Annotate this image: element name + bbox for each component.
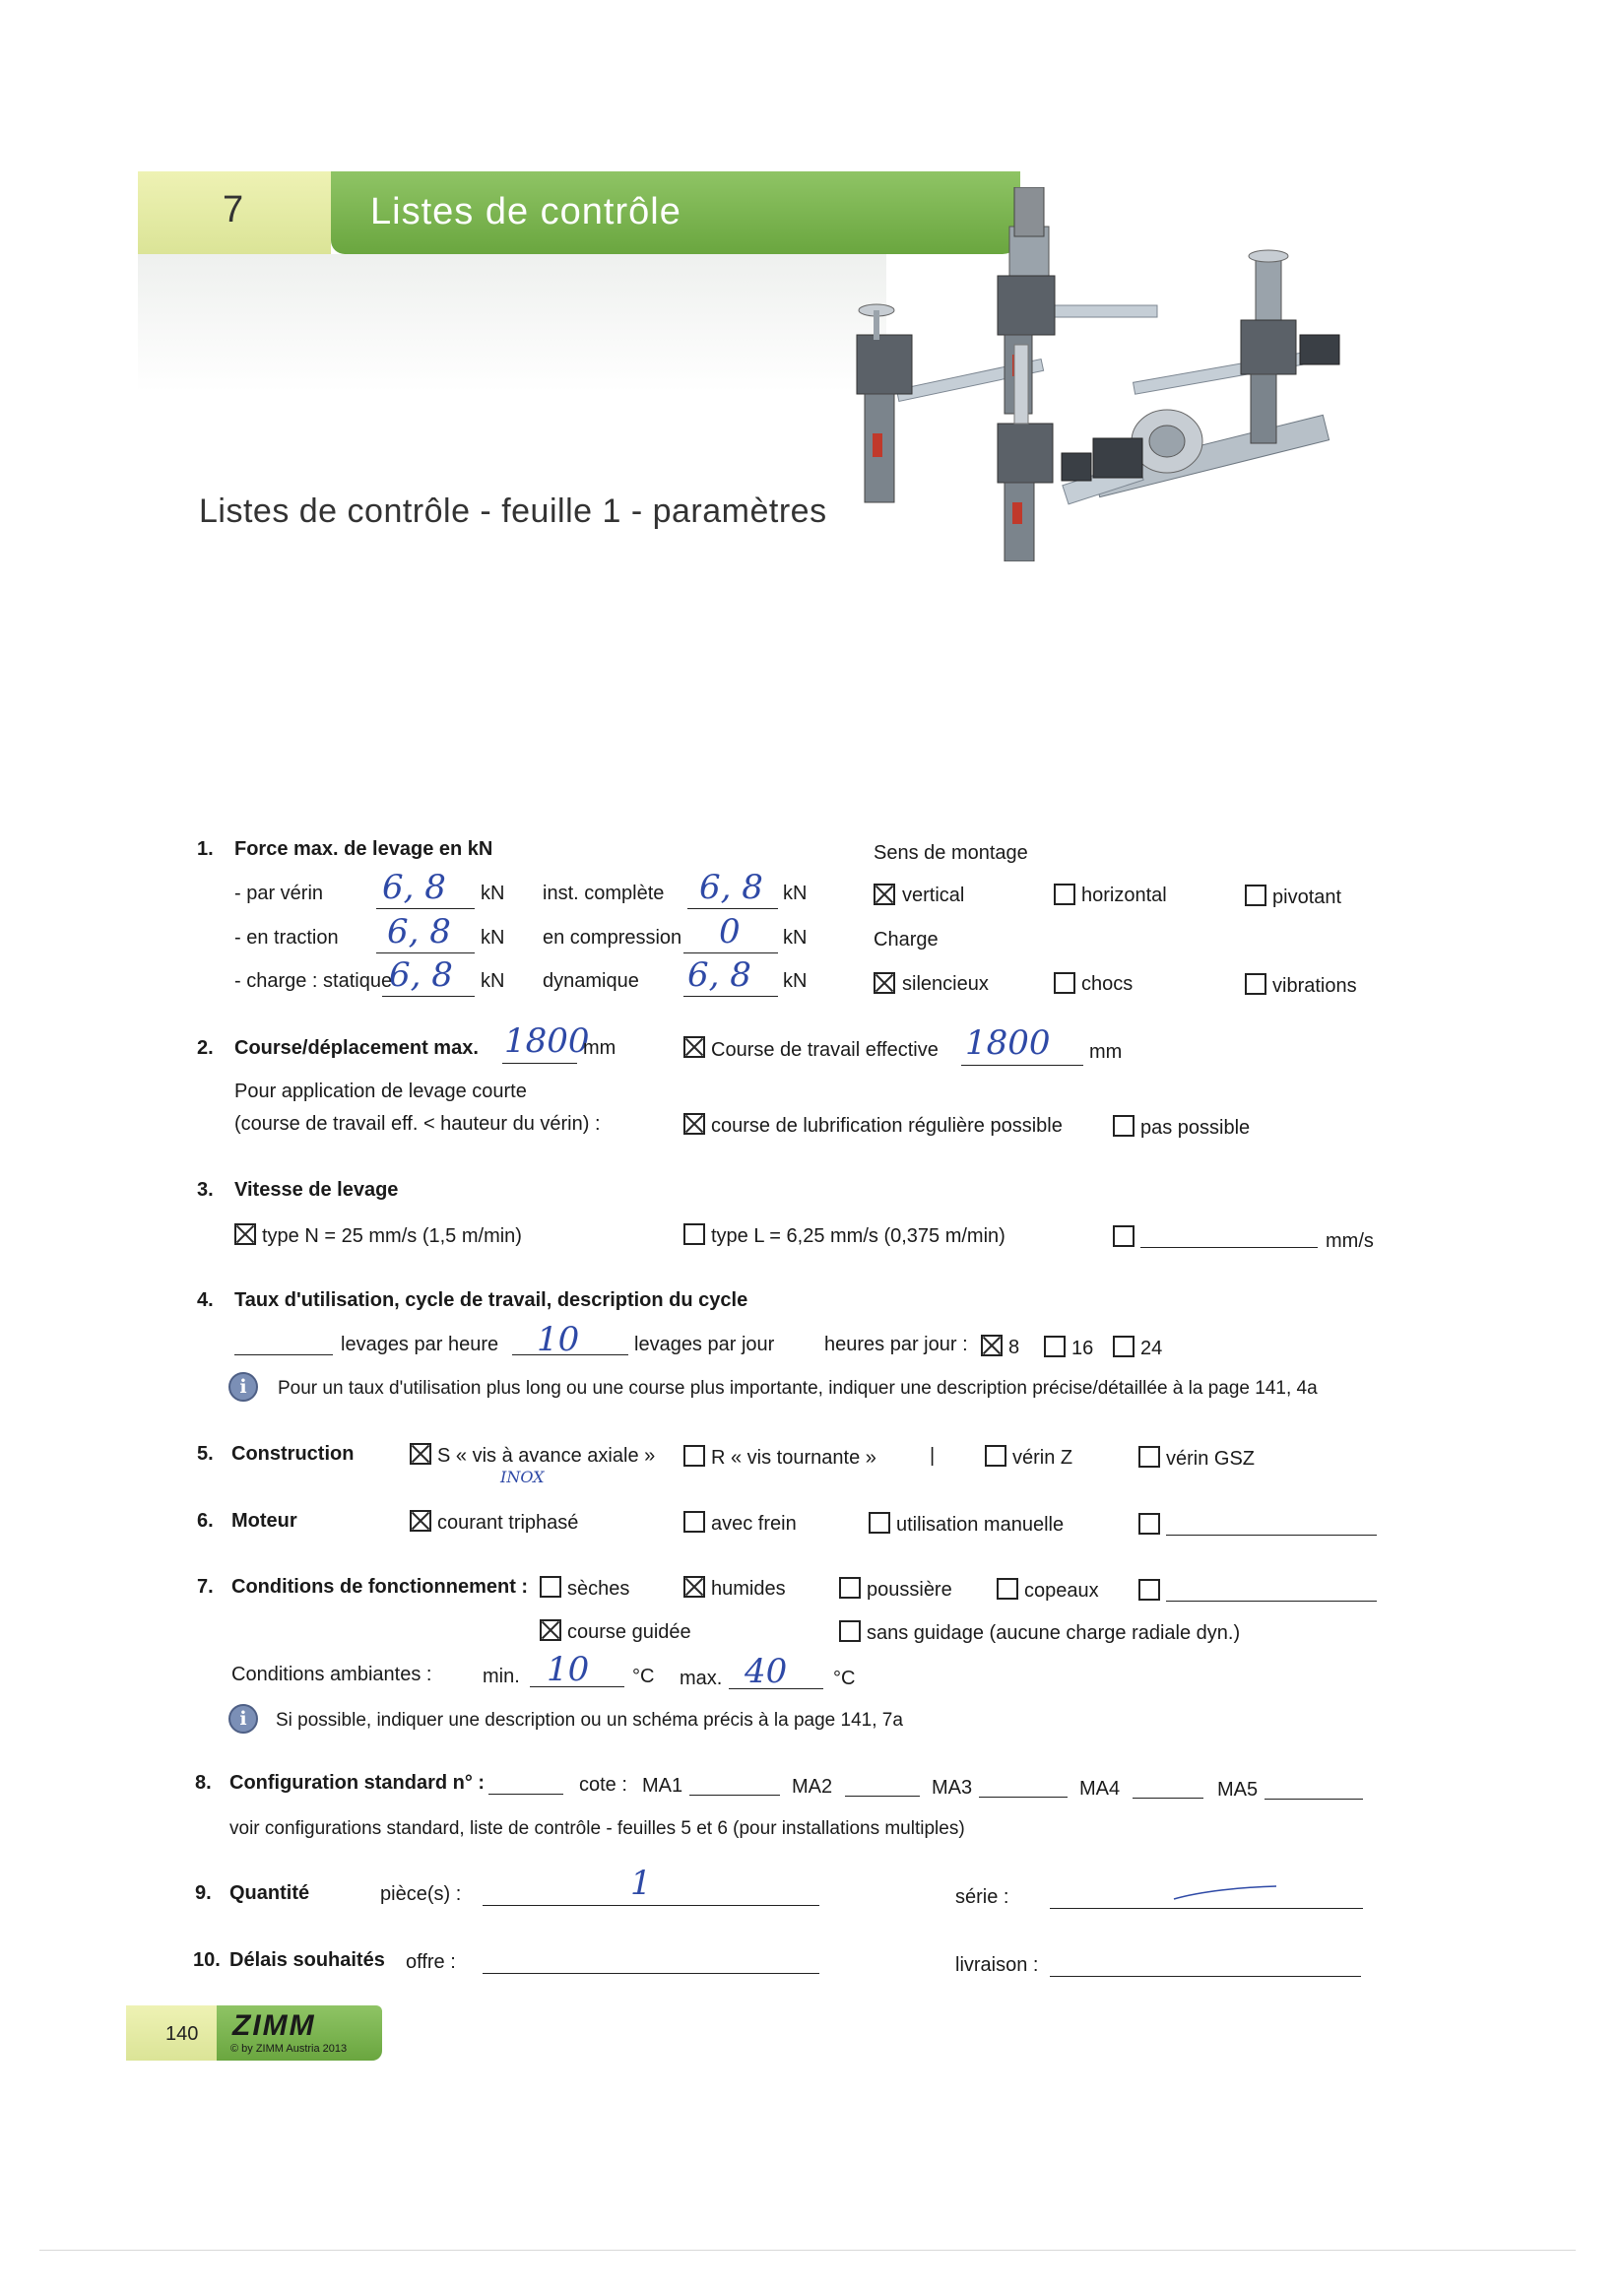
s4-par-jour-label: levages par jour bbox=[634, 1334, 775, 1355]
s2-effective-line bbox=[961, 1065, 1083, 1066]
s7-min-line bbox=[530, 1686, 624, 1687]
s7-ambiantes-label: Conditions ambiantes : bbox=[231, 1664, 432, 1685]
s1-par-verin-label: - par vérin bbox=[234, 883, 324, 904]
s1-chocs-label: chocs bbox=[1081, 973, 1134, 995]
s2-pas-possible-checkbox[interactable] bbox=[1113, 1115, 1135, 1137]
s3-type-n-checkbox[interactable] bbox=[234, 1223, 256, 1245]
s5-separator: | bbox=[930, 1445, 936, 1467]
s6-triphase-label: courant triphasé bbox=[437, 1512, 579, 1534]
s1-vibrations-label: vibrations bbox=[1272, 975, 1357, 997]
s4-par-heure-line[interactable] bbox=[234, 1354, 333, 1355]
s8-note: voir configurations standard, liste de contrôle - feuilles 5 et 6 (pour installations multiples) bbox=[229, 1818, 965, 1839]
s6-other-checkbox[interactable] bbox=[1138, 1513, 1160, 1535]
s1-en-traction-label: - en traction bbox=[234, 927, 339, 949]
s1-en-traction-line bbox=[376, 952, 475, 953]
s3-title: Vitesse de levage bbox=[234, 1179, 399, 1201]
s2-course-unit: mm bbox=[583, 1037, 616, 1059]
s8-title: Configuration standard n° : bbox=[229, 1772, 486, 1794]
s9-pieces-value: 1 bbox=[630, 1864, 652, 1903]
s8-ma3-label: MA3 bbox=[932, 1777, 973, 1799]
s2-app-line1: Pour application de levage courte bbox=[234, 1081, 527, 1102]
s1-horizontal-checkbox[interactable] bbox=[1054, 884, 1075, 905]
page-subtitle: Listes de contrôle - feuille 1 - paramètres bbox=[199, 492, 827, 530]
s6-title: Moteur bbox=[231, 1510, 297, 1532]
zimm-logo: ZIMM bbox=[232, 2009, 316, 2042]
s1-chocs-checkbox[interactable] bbox=[1054, 972, 1075, 994]
chapter-number: 7 bbox=[223, 189, 244, 230]
s2-number: 2. bbox=[197, 1037, 214, 1059]
s7-humides-label: humides bbox=[711, 1578, 786, 1600]
page-number: 140 bbox=[165, 2023, 199, 2045]
s7-guidee-label: course guidée bbox=[567, 1621, 691, 1643]
s3-number: 3. bbox=[197, 1179, 214, 1201]
s3-type-l-label: type L = 6,25 mm/s (0,375 m/min) bbox=[711, 1225, 1005, 1247]
s1-horizontal-label: horizontal bbox=[1081, 885, 1167, 906]
s1-par-verin-value: 6, 8 bbox=[382, 868, 446, 907]
s5-s-axiale-label: S « vis à avance axiale » bbox=[437, 1445, 656, 1467]
s5-r-tournante-label: R « vis tournante » bbox=[711, 1447, 876, 1469]
s4-h24-label: 24 bbox=[1140, 1338, 1163, 1359]
s7-seches-checkbox[interactable] bbox=[540, 1576, 561, 1598]
s1-en-compression-line bbox=[683, 952, 778, 953]
s1-title: Force max. de levage en kN bbox=[234, 838, 493, 860]
s4-info-text: Pour un taux d'utilisation plus long ou une course plus importante, indiquer une description précise/détaillée à la page 141, 4a bbox=[278, 1378, 1318, 1399]
s4-h24-checkbox[interactable] bbox=[1113, 1336, 1135, 1357]
s8-ma3-line[interactable] bbox=[979, 1797, 1068, 1798]
s7-copeaux-checkbox[interactable] bbox=[997, 1578, 1018, 1600]
s7-seches-label: sèches bbox=[567, 1578, 630, 1600]
s1-dynamique-line bbox=[683, 996, 778, 997]
s5-verin-gsz-label: vérin GSZ bbox=[1166, 1448, 1256, 1470]
s3-other-line[interactable] bbox=[1140, 1247, 1318, 1248]
s3-other-unit: mm/s bbox=[1326, 1230, 1374, 1252]
s8-ma2-label: MA2 bbox=[792, 1776, 833, 1798]
s10-offre-label: offre : bbox=[406, 1951, 456, 1973]
s8-ma1-label: MA1 bbox=[642, 1775, 683, 1797]
s2-app-line2: (course de travail eff. < hauteur du vérin) : bbox=[234, 1113, 601, 1135]
s4-h16-label: 16 bbox=[1071, 1338, 1094, 1359]
s8-ma1-line[interactable] bbox=[689, 1795, 780, 1796]
s1-vertical-checkbox[interactable] bbox=[874, 884, 895, 905]
s9-serie-line[interactable] bbox=[1050, 1908, 1363, 1909]
s6-frein-checkbox[interactable] bbox=[683, 1511, 705, 1533]
bottom-scan-line bbox=[39, 2250, 1576, 2251]
s6-other-line[interactable] bbox=[1166, 1535, 1377, 1536]
lifting-system-illustration bbox=[808, 187, 1398, 561]
s10-livraison-label: livraison : bbox=[955, 1954, 1039, 1976]
s1-par-verin-line bbox=[376, 908, 475, 909]
s1-inst-complete-line bbox=[687, 908, 778, 909]
s7-other-line[interactable] bbox=[1166, 1601, 1377, 1602]
s7-info-text: Si possible, indiquer une description ou un schéma précis à la page 141, 7a bbox=[276, 1710, 903, 1731]
s1-charge-title: Charge bbox=[874, 929, 939, 951]
s10-offre-line[interactable] bbox=[483, 1973, 819, 1974]
s3-type-l-checkbox[interactable] bbox=[683, 1223, 705, 1245]
s8-ma5-label: MA5 bbox=[1217, 1779, 1259, 1801]
s4-par-jour-value: 10 bbox=[537, 1320, 580, 1359]
s1-charge-statique-label: - charge : statique bbox=[234, 970, 393, 992]
s9-pieces-label: pièce(s) : bbox=[380, 1883, 462, 1905]
s1-inst-complete-unit: kN bbox=[783, 883, 808, 904]
s2-effective-checkbox[interactable] bbox=[683, 1036, 705, 1058]
s10-title: Délais souhaités bbox=[229, 1949, 385, 1971]
s5-number: 5. bbox=[197, 1443, 214, 1465]
s4-par-jour-line bbox=[512, 1354, 628, 1355]
s3-other-checkbox[interactable] bbox=[1113, 1225, 1135, 1247]
s7-guidee-checkbox[interactable] bbox=[540, 1619, 561, 1641]
s6-frein-label: avec frein bbox=[711, 1513, 797, 1535]
s8-cote-label: cote : bbox=[579, 1774, 627, 1796]
s7-min-unit: °C bbox=[632, 1666, 655, 1687]
s2-effective-label: Course de travail effective bbox=[711, 1039, 939, 1061]
s8-config-line[interactable] bbox=[488, 1794, 563, 1795]
s9-serie-pen-stroke bbox=[1172, 1883, 1280, 1903]
s6-manuelle-label: utilisation manuelle bbox=[896, 1514, 1065, 1536]
header-fade bbox=[138, 254, 886, 392]
footer bbox=[126, 2005, 384, 2061]
s2-course-value: 1800 bbox=[504, 1021, 590, 1061]
s9-pieces-line bbox=[483, 1905, 819, 1906]
s7-max-value: 40 bbox=[745, 1652, 788, 1691]
s8-ma4-line[interactable] bbox=[1133, 1798, 1203, 1799]
s1-en-compression-unit: kN bbox=[783, 927, 808, 949]
s5-verin-z-checkbox[interactable] bbox=[985, 1445, 1006, 1467]
s8-ma2-line[interactable] bbox=[845, 1796, 920, 1797]
s4-h16-checkbox[interactable] bbox=[1044, 1336, 1066, 1357]
s7-sans-guidage-checkbox[interactable] bbox=[839, 1620, 861, 1642]
s2-pas-possible-label: pas possible bbox=[1140, 1117, 1251, 1139]
s1-sens-title: Sens de montage bbox=[874, 842, 1028, 864]
s1-silencieux-checkbox[interactable] bbox=[874, 972, 895, 994]
s2-lubrification-checkbox[interactable] bbox=[683, 1113, 705, 1135]
s1-charge-statique-unit: kN bbox=[481, 970, 505, 992]
s10-number: 10. bbox=[193, 1949, 221, 1971]
s7-copeaux-label: copeaux bbox=[1024, 1580, 1099, 1602]
s2-effective-value: 1800 bbox=[965, 1023, 1051, 1063]
s7-max-unit: °C bbox=[833, 1668, 856, 1689]
s7-poussiere-label: poussière bbox=[867, 1579, 952, 1601]
s7-max-line bbox=[729, 1688, 823, 1689]
s6-manuelle-checkbox[interactable] bbox=[869, 1512, 890, 1534]
s4-title: Taux d'utilisation, cycle de travail, description du cycle bbox=[234, 1289, 748, 1311]
s1-pivotant-label: pivotant bbox=[1272, 886, 1342, 908]
s1-pivotant-checkbox[interactable] bbox=[1245, 885, 1266, 906]
s1-inst-complete-value: 6, 8 bbox=[699, 868, 763, 907]
s1-en-traction-value: 6, 8 bbox=[387, 912, 451, 951]
s9-serie-label: série : bbox=[955, 1886, 1009, 1908]
s9-title: Quantité bbox=[229, 1882, 310, 1904]
s2-course-line bbox=[502, 1063, 577, 1064]
chapter-title: Listes de contrôle bbox=[370, 191, 681, 232]
s4-h8-checkbox[interactable] bbox=[981, 1335, 1003, 1356]
s4-heures-label: heures par jour : bbox=[824, 1334, 968, 1355]
s3-type-n-label: type N = 25 mm/s (1,5 m/min) bbox=[262, 1225, 522, 1247]
s8-ma4-label: MA4 bbox=[1079, 1778, 1121, 1800]
s5-s-axiale-checkbox[interactable] bbox=[410, 1443, 431, 1465]
s4-number: 4. bbox=[197, 1289, 214, 1311]
s1-number: 1. bbox=[197, 838, 214, 860]
s6-number: 6. bbox=[197, 1510, 214, 1532]
s1-charge-statique-value: 6, 8 bbox=[389, 955, 453, 995]
s5-r-tournante-checkbox[interactable] bbox=[683, 1445, 705, 1467]
s1-vibrations-checkbox[interactable] bbox=[1245, 973, 1266, 995]
s1-dynamique-unit: kN bbox=[783, 970, 808, 992]
s7-max-label: max. bbox=[680, 1668, 723, 1689]
s5-inox-note: INOX bbox=[500, 1468, 545, 1486]
s8-ma5-line[interactable] bbox=[1264, 1799, 1363, 1800]
s1-vertical-label: vertical bbox=[902, 885, 965, 906]
s6-triphase-checkbox[interactable] bbox=[410, 1510, 431, 1532]
s7-number: 7. bbox=[197, 1576, 214, 1598]
s1-en-traction-unit: kN bbox=[481, 927, 505, 949]
s1-dynamique-value: 6, 8 bbox=[687, 955, 751, 995]
s2-effective-unit: mm bbox=[1089, 1041, 1123, 1063]
s7-min-value: 10 bbox=[547, 1650, 590, 1689]
s1-dynamique-label: dynamique bbox=[543, 970, 639, 992]
s1-silencieux-label: silencieux bbox=[902, 973, 989, 995]
s10-livraison-line[interactable] bbox=[1050, 1976, 1361, 1977]
s5-title: Construction bbox=[231, 1443, 355, 1465]
s9-number: 9. bbox=[195, 1882, 212, 1904]
s7-min-label: min. bbox=[483, 1666, 520, 1687]
s4-par-heure-label: levages par heure bbox=[341, 1334, 499, 1355]
info-icon: i bbox=[228, 1704, 258, 1734]
s7-title: Conditions de fonctionnement : bbox=[231, 1576, 529, 1598]
s8-number: 8. bbox=[195, 1772, 212, 1794]
s7-poussiere-checkbox[interactable] bbox=[839, 1577, 861, 1599]
copyright: © by ZIMM Austria 2013 bbox=[230, 2043, 348, 2055]
s1-en-compression-label: en compression bbox=[543, 927, 682, 949]
s2-title: Course/déplacement max. bbox=[234, 1037, 479, 1059]
s7-humides-checkbox[interactable] bbox=[683, 1576, 705, 1598]
s5-verin-gsz-checkbox[interactable] bbox=[1138, 1446, 1160, 1468]
s4-h8-label: 8 bbox=[1008, 1337, 1020, 1358]
s7-other-checkbox[interactable] bbox=[1138, 1579, 1160, 1601]
s1-inst-complete-label: inst. complète bbox=[543, 883, 665, 904]
info-icon: i bbox=[228, 1372, 258, 1402]
s7-sans-guidage-label: sans guidage (aucune charge radiale dyn.) bbox=[867, 1622, 1241, 1644]
s1-par-verin-unit: kN bbox=[481, 883, 505, 904]
s1-charge-statique-line bbox=[382, 996, 475, 997]
s1-en-compression-value: 0 bbox=[719, 912, 741, 951]
s2-lubrification-label: course de lubrification régulière possible bbox=[711, 1115, 1063, 1137]
s5-verin-z-label: vérin Z bbox=[1012, 1447, 1073, 1469]
